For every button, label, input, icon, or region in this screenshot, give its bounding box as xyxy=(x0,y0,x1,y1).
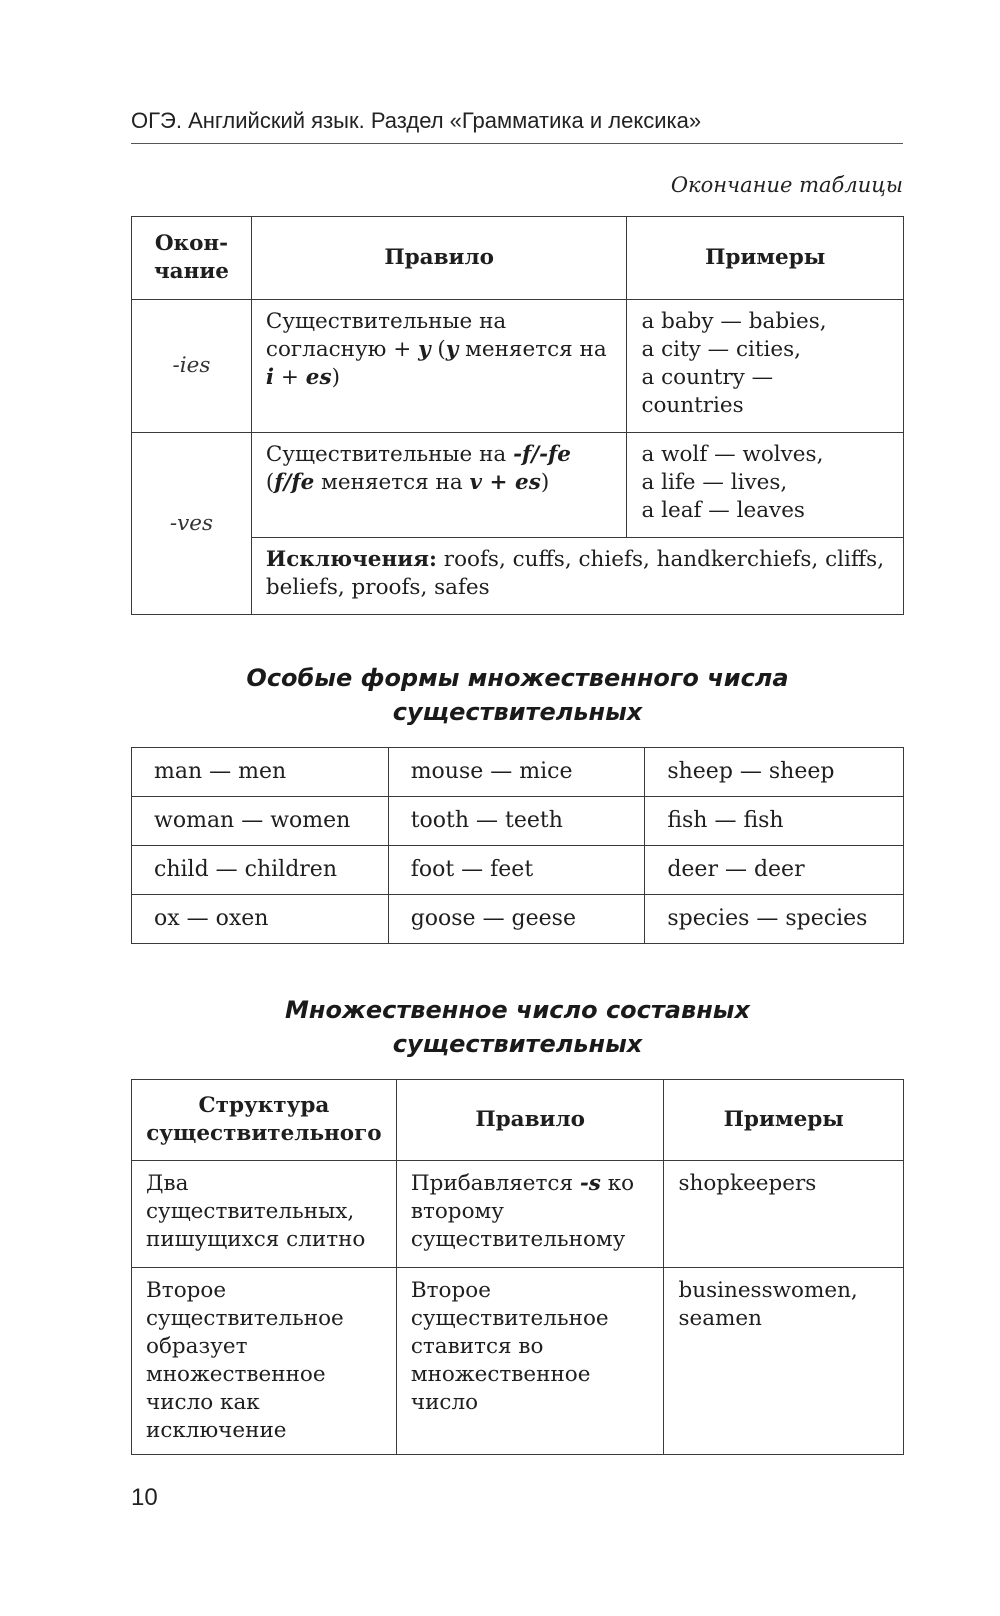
examples-ves xyxy=(627,433,904,538)
rule-text: ко второму существительному xyxy=(410,1171,635,1252)
table-row xyxy=(132,846,904,895)
rule-term: f/fe xyxy=(274,470,315,495)
irregular-plurals-table xyxy=(131,747,904,944)
exceptions-text: roofs, cuffs, chiefs, handkerchiefs, cliffs, beliefs, proofs, safes xyxy=(265,547,885,600)
table-row xyxy=(132,797,904,846)
structure-cell: Два существительных, пишущихся слитно xyxy=(132,1161,397,1268)
rule-term: i xyxy=(265,365,275,390)
section-title-line2: существительных xyxy=(392,698,643,726)
plural-pair: mouse — mice xyxy=(388,748,645,797)
header-ending-line2: чание xyxy=(153,259,229,284)
page-number: 10 xyxy=(131,1484,158,1511)
example-line: a baby — babies, xyxy=(641,309,827,334)
rule-text: ( xyxy=(430,337,446,362)
endings-table-header xyxy=(132,217,904,300)
plural-pair: child — children xyxy=(132,846,389,895)
rule-text: меняется на xyxy=(314,470,470,495)
section-title-line1: Множественное число составных xyxy=(285,996,750,1024)
example-line: countries xyxy=(641,393,744,418)
examples-cell xyxy=(664,1268,904,1455)
header-examples: Примеры xyxy=(664,1080,904,1161)
section-title-irregular-plurals xyxy=(131,661,904,729)
header-structure-line1: Структура xyxy=(198,1093,330,1118)
rule-term: es xyxy=(305,365,332,390)
header-structure-line2: существительного xyxy=(146,1121,382,1146)
rule-term: v + es xyxy=(469,470,541,495)
plural-pair: ox — oxen xyxy=(132,895,389,944)
rule-term: -f/-fe xyxy=(513,442,571,467)
rule-text: ( xyxy=(265,470,275,495)
plural-pair: tooth — teeth xyxy=(388,797,645,846)
header-ending xyxy=(132,217,252,300)
example-line: a life — lives, xyxy=(641,470,788,495)
rule-cell: Второе существительное ставится во множественное число xyxy=(396,1268,664,1455)
example-line: a wolf — wolves, xyxy=(641,442,824,467)
endings-table xyxy=(131,216,904,615)
exceptions-label: Исключения: xyxy=(265,547,437,572)
plural-pair: man — men xyxy=(132,748,389,797)
example-line: seamen xyxy=(678,1306,763,1331)
compound-plurals-table xyxy=(131,1079,904,1455)
rule-ves xyxy=(251,433,627,538)
examples-cell: shopkeepers xyxy=(664,1161,904,1268)
section-title-compound-plurals xyxy=(131,993,904,1061)
table-row xyxy=(132,895,904,944)
plural-pair: woman — women xyxy=(132,797,389,846)
ending-ies: -ies xyxy=(132,300,252,433)
plural-pair: deer — deer xyxy=(645,846,904,895)
header-ending-line1: Окон- xyxy=(154,231,229,256)
rule-text: Существительные на xyxy=(265,442,514,467)
rule-text: ) xyxy=(331,365,340,390)
example-line: businesswomen, xyxy=(678,1278,858,1303)
plural-pair: sheep — sheep xyxy=(645,748,904,797)
table-row xyxy=(132,1161,904,1268)
rule-term: y xyxy=(418,337,431,362)
example-line: a country — xyxy=(641,365,774,390)
plural-pair: foot — feet xyxy=(388,846,645,895)
rule-text: Прибавляется xyxy=(410,1171,580,1196)
table-row xyxy=(132,748,904,797)
examples-ies xyxy=(627,300,904,433)
rule-term: y xyxy=(445,337,459,362)
header-examples: Примеры xyxy=(627,217,904,300)
header-rule: Правило xyxy=(396,1080,664,1161)
rule-term: -s xyxy=(579,1171,601,1196)
structure-cell: Второе существительное образует множественное число как исключение xyxy=(132,1268,397,1455)
rule-cell xyxy=(396,1161,664,1268)
exceptions-cell xyxy=(251,538,903,615)
table-row xyxy=(132,300,904,433)
section-title-line1: Особые формы множественного числа xyxy=(246,664,789,692)
compound-table-header xyxy=(132,1080,904,1161)
section-title-line2: существительных xyxy=(392,1030,643,1058)
header-structure xyxy=(132,1080,397,1161)
plural-pair: species — species xyxy=(645,895,904,944)
rule-text: ) xyxy=(540,470,550,495)
example-line: a city — cities, xyxy=(641,337,801,362)
rule-ies xyxy=(251,300,627,433)
rule-text: + xyxy=(274,365,306,390)
running-head: ОГЭ. Английский язык. Раздел «Грамматика и лексика» xyxy=(131,108,903,144)
plural-pair: fish — fish xyxy=(645,797,904,846)
example-line: a leaf — leaves xyxy=(641,498,805,523)
rule-text: Существительные на согласную + xyxy=(265,309,507,362)
table-row xyxy=(132,433,904,538)
table-continuation-label: Окончание таблицы xyxy=(670,173,903,197)
plural-pair: goose — geese xyxy=(388,895,645,944)
header-rule: Правило xyxy=(251,217,627,300)
table-row xyxy=(132,1268,904,1455)
ending-ves: -ves xyxy=(132,433,252,615)
rule-text: меняется на xyxy=(458,337,607,362)
